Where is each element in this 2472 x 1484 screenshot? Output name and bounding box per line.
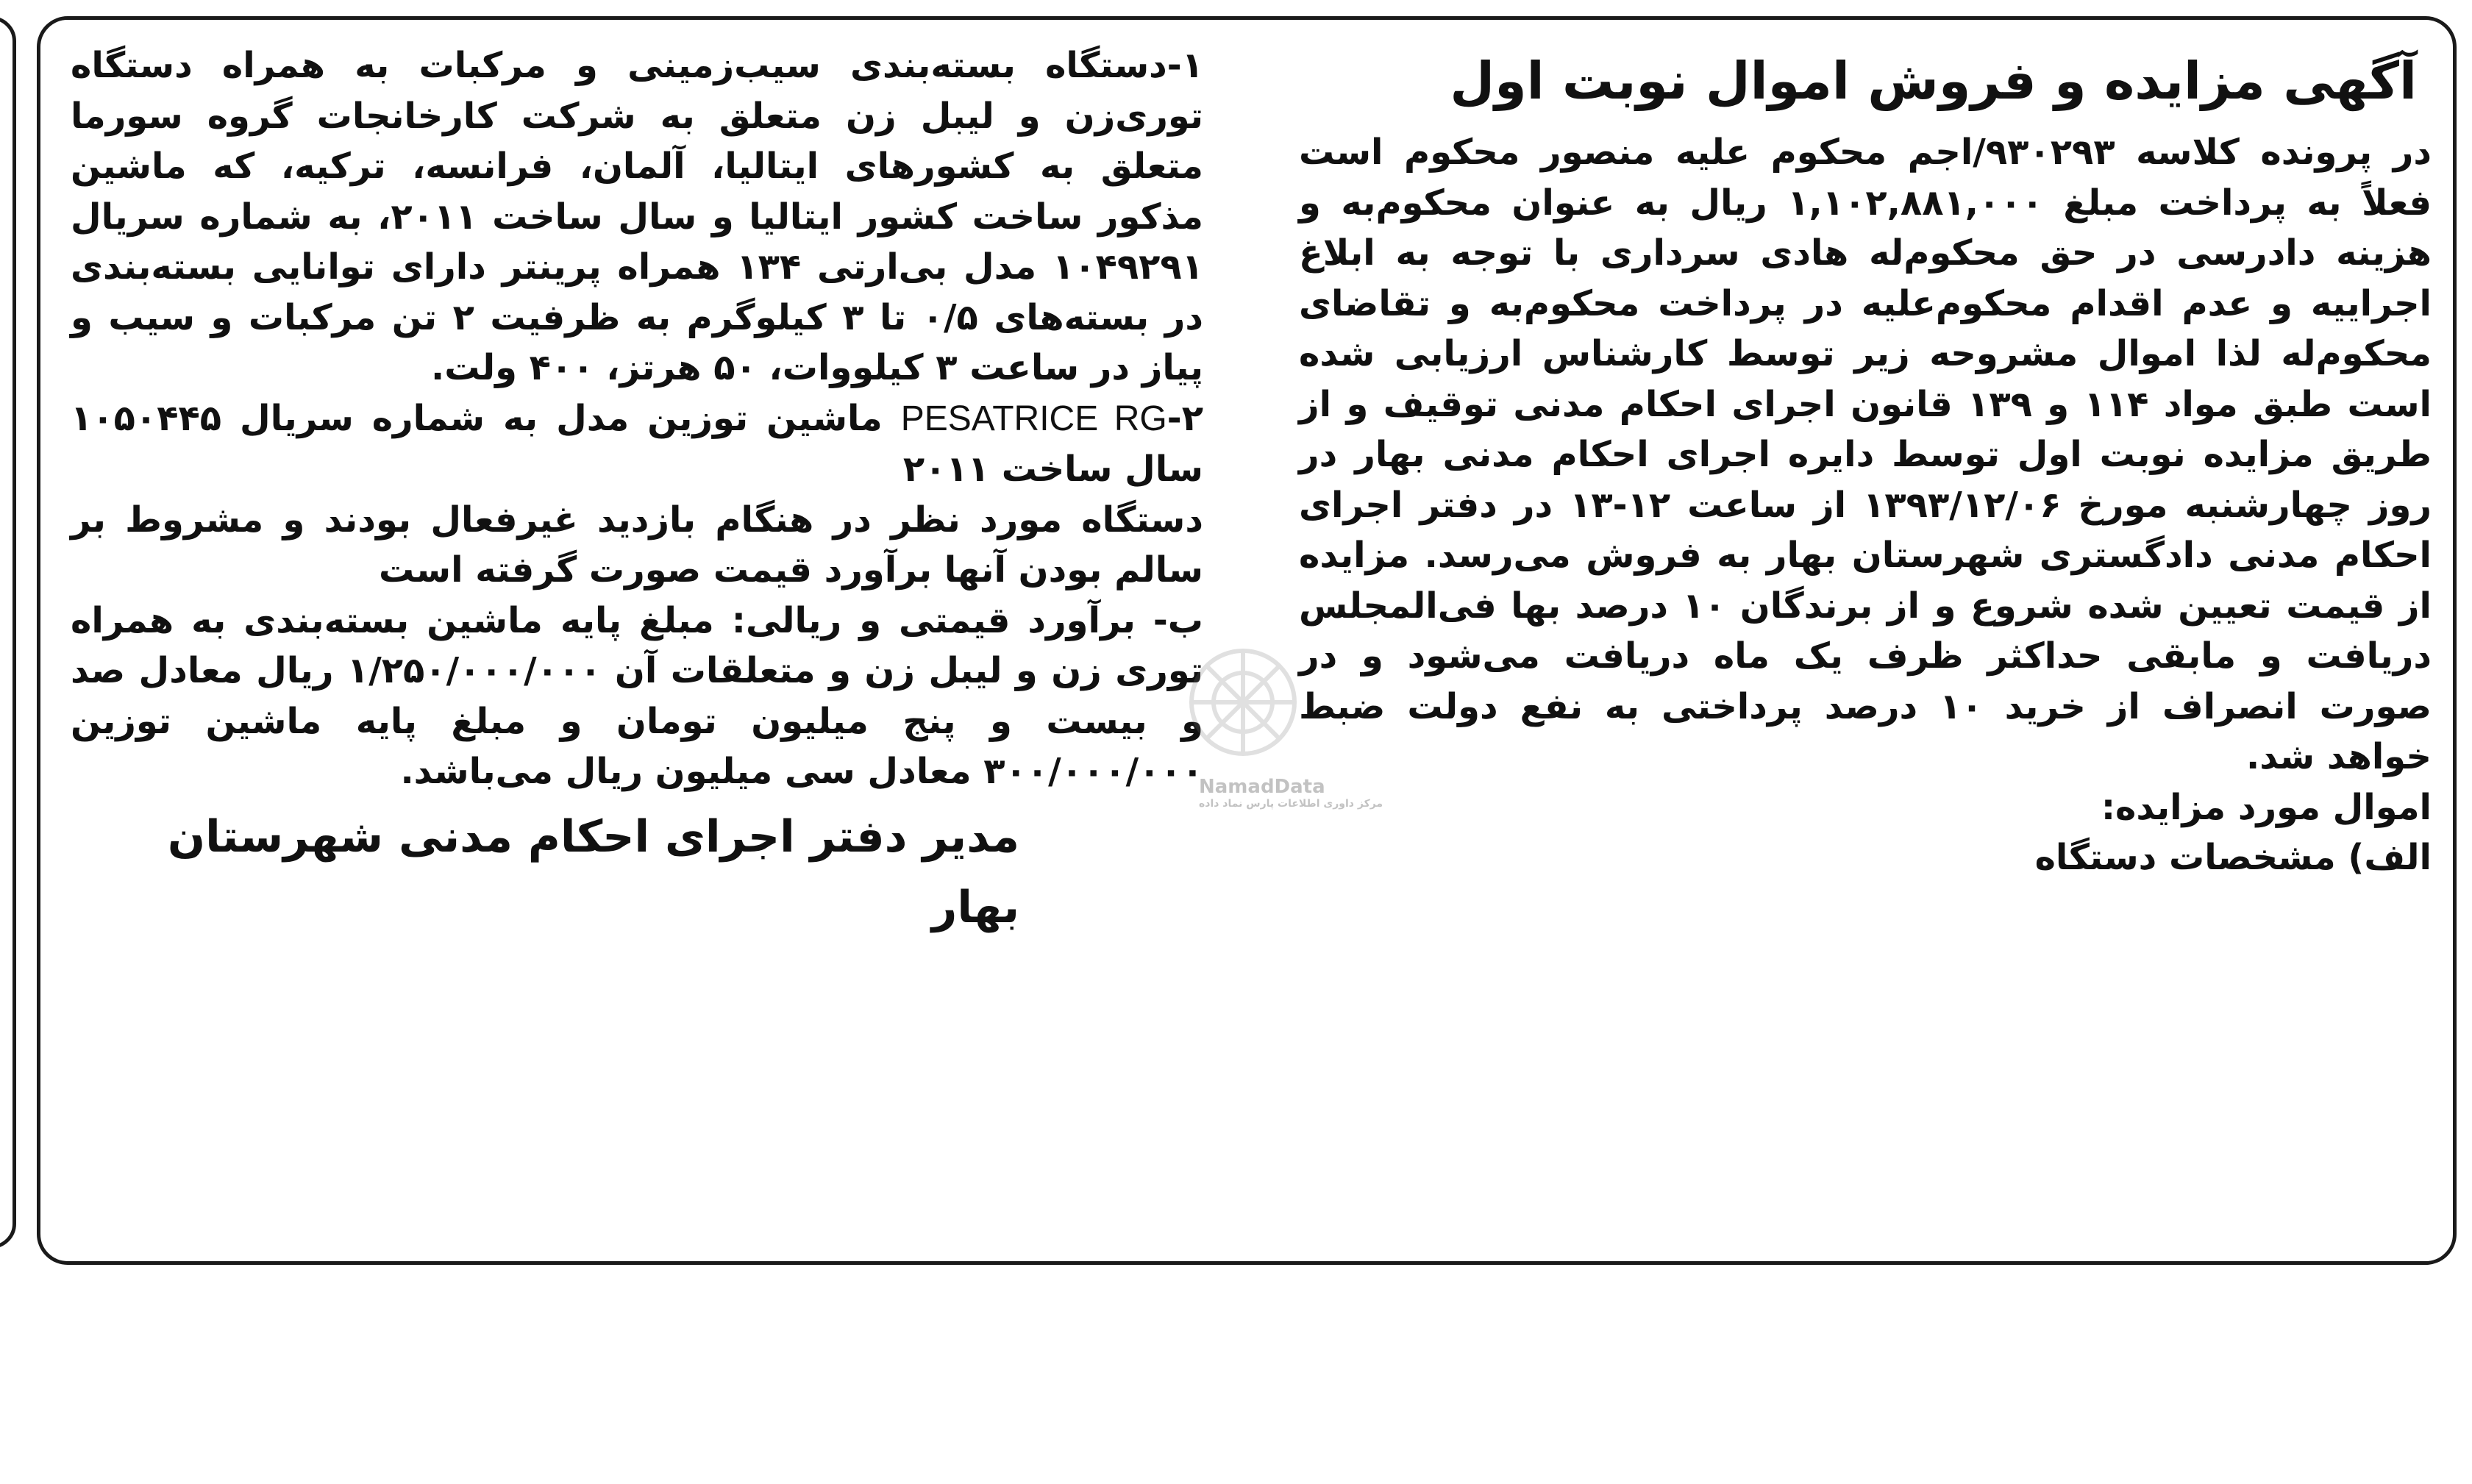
item-2-description: [71, 393, 1203, 495]
notice-intro-paragraph: در پرونده کلاسه ۹۳۰۲۹۳/اجم محکوم علیه منصور محکوم است فعلاً به پرداخت مبلغ ۱,۱۰۲,۸۸۱,۰۰۰ ریال به عنوان محکوم‌به و هزینه دادرسی در حق محکوم‌له هادی سرداری با توجه به ابلاغ اجراییه و عدم اقدام محکوم‌علیه در پرداخت محکوم‌به و تقاضای محکوم‌له لذا اموال مشروحه زیر توسط کارشناس ارزیابی شده است طبق مواد ۱۱۴ و ۱۳۹ قانون اجرای احکام مدنی توقیف و از طریق مزایده نوبت اول توسط دایره اجرای احکام مدنی بهار در روز چهارشنبه مورخ ۱۳۹۳/۱۲/۰۶ از ساعت ۱۲-۱۳ در دفتر اجرای احکام مدنی دادگستری شهرستان بهار به فروش می‌رسد. مزایده از قیمت تعیین شده شروع و از برندگان ۱۰ درصد بها فی‌المجلس دریافت و مابقی حداکثر ظرف یک ماه دریافت می‌شود و در صورت انصراف از خرید ۱۰ درصد پرداختی به نفع دولت ضبط خواهد شد.: [1299, 132, 2432, 777]
condition-paragraph: دستگاه مورد نظر در هنگام بازدید غیرفعال بودند و مشروط بر سالم بودن آنها برآورد قیمت صورت گرفته است: [71, 499, 1203, 591]
assets-heading: اموال مورد مزایده:: [2101, 786, 2432, 828]
notice-right-column: [1299, 40, 2432, 883]
item-2-text: ماشین توزین مدل به شماره سریال ۱۰۵۰۴۴۵ سال ساخت ۲۰۱۱: [71, 397, 1203, 490]
signature-line: مدیر دفتر اجرای احکام مدنی شهرستان بهار: [167, 810, 1019, 933]
watermark-brand: NamadData: [1199, 776, 1325, 798]
previous-notice-border: [0, 16, 16, 1249]
section-a-heading: الف) مشخصات دستگاه: [2034, 837, 2432, 878]
watermark-tagline: مرکز داوری اطلاعات پارس نماد داده: [1199, 798, 1383, 810]
item-2-model: PESATRICE RG: [900, 399, 1167, 438]
item-1-description: ۱-دستگاه بسته‌بندی سیب‌زمینی و مرکبات به همراه دستگاه توری‌زن و لیبل زن متعلق به شرکت کارخانجات گروه سورما متعلق به کشورهای ایتالیا، آلمان، فرانسه، ترکیه، که ماشین مذکور ساخت کشور ایتالیا و سال ساخت ۲۰۱۱، به شماره سریال ۱۰۴۹۲۹۱ مدل بی‌ارتی ۱۳۴ همراه پرینتر دارای توانایی بسته‌بندی در بسته‌های ۰/۵ تا ۳ کیلوگرم به ظرفیت ۲ تن مرکبات و سیب و پیاز در ساعت ۳ کیلووات، ۵۰ هرتز، ۴۰۰ ولت.: [71, 45, 1204, 388]
section-b-paragraph: ب- برآورد قیمتی و ریالی: مبلغ پایه ماشین بسته‌بندی به همراه توری زن و لیبل زن و متعلقات آن ۱/۲۵۰/۰۰۰/۰۰۰ ریال معادل صد و بیست و پنج میلیون تومان و مبلغ پایه ماشین توزین ۳۰۰/۰۰۰/۰۰۰ معادل سی میلیون ریال می‌باشد.: [71, 599, 1204, 792]
item-2-prefix: ۲-: [1166, 397, 1203, 439]
watermark-label: [1199, 776, 1383, 810]
notice-title: آگهی مزایده و فروش اموال نوبت اول: [1450, 51, 2417, 111]
notice-left-column: [71, 40, 1203, 943]
